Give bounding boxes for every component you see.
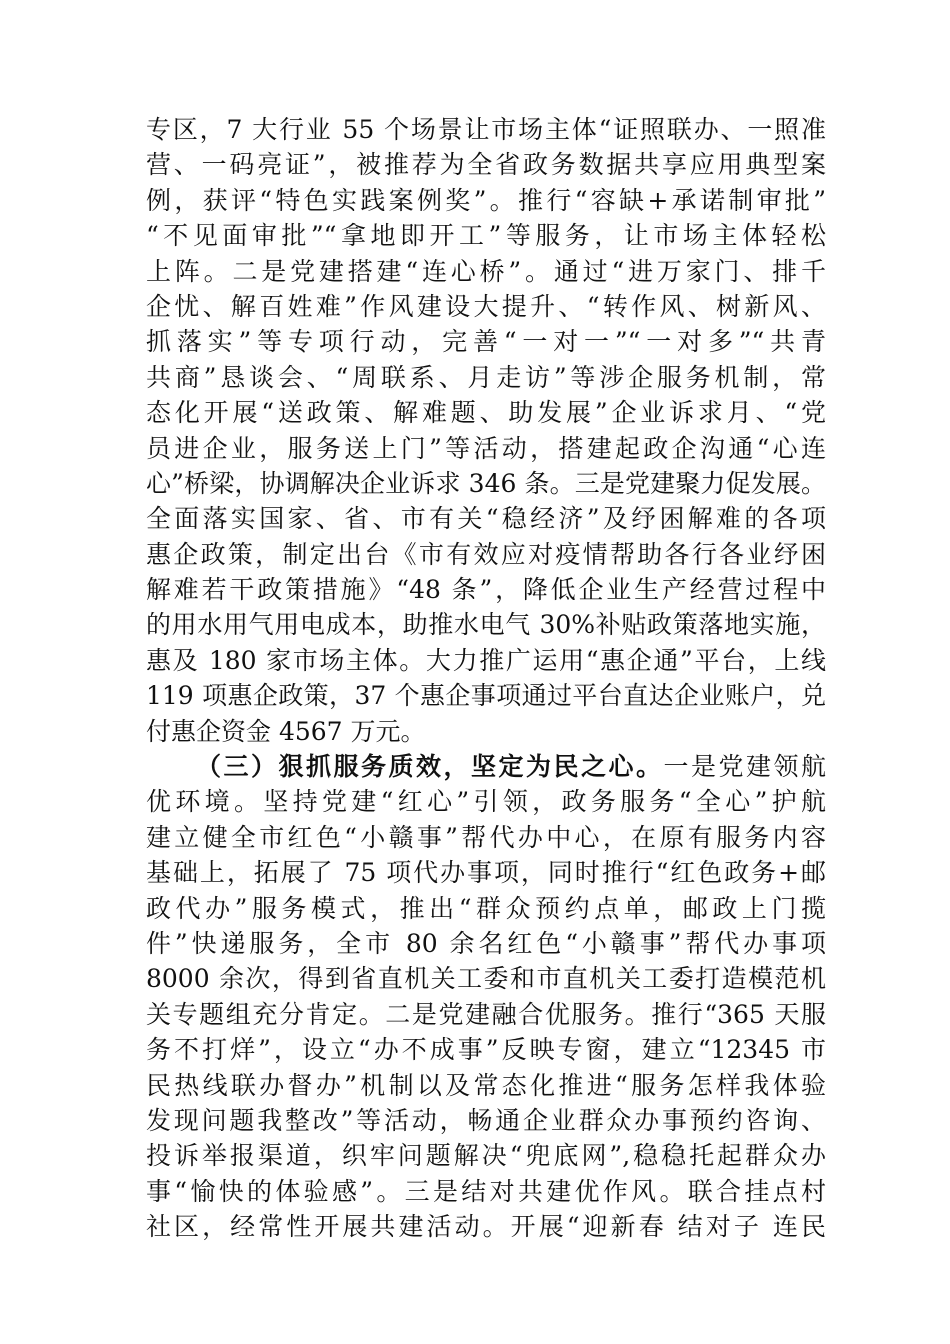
document-body [146,112,826,1245]
paragraph-line: 建立健全市红色“小赣事”帮代办中心，在原有服务内容 [146,822,826,852]
paragraph-line: 心”桥梁，协调解决企业诉求 346 条。三是党建聚力促发展。 [146,468,826,498]
paragraph-line: 事“愉快的体验感”。三是结对共建优作风。联合挂点村 [146,1176,826,1206]
paragraph-line: 8000 余次，得到省直机关工委和市直机关工委打造模范机 [146,964,826,994]
paragraph-line: 例，获评“特色实践案例奖”。推行“容缺+承诺制审批” [146,185,826,215]
paragraph-line: 投诉举报渠道，织牢问题解决“兜底网”,稳稳托起群众办 [146,1141,826,1171]
paragraph-line: 件”快递服务，全市 80 余名红色“小赣事”帮代办事项 [146,928,826,958]
paragraph-line: 态化开展“送政策、解难题、助发展”企业诉求月、“党 [146,398,826,428]
paragraph-line: 发现问题我整改”等活动，畅通企业群众办事预约咨询、 [146,1105,826,1135]
paragraph-line: 解难若干政策措施》“48 条”，降低企业生产经营过程中 [146,575,826,605]
paragraph-line: “不见面审批”“拿地即开工”等服务，让市场主体轻松 [146,221,826,251]
paragraph-line: 惠企政策，制定出台《市有效应对疫情帮助各行各业纾困 [146,539,826,569]
paragraph-line: 119 项惠企政策，37 个惠企事项通过平台直达企业账户，兑 [146,681,826,711]
paragraph-line: 全面落实国家、省、市有关“稳经济”及纾困解难的各项 [146,504,826,534]
paragraph-line: 关专题组充分肯定。二是党建融合优服务。推行“365 天服 [146,999,826,1029]
section-heading-line [146,749,826,784]
paragraph-line: 共商”恳谈会、“周联系、月走访”等涉企服务机制，常 [146,362,826,392]
paragraph-line: 优环境。坚持党建“红心”引领，政务服务“全心”护航 [146,787,826,817]
paragraph-line: 惠及 180 家市场主体。大力推广运用“惠企通”平台，上线 [146,645,826,675]
section-heading-continuation: 一是党建领航 [663,752,826,782]
paragraph-line: 社区，经常性开展共建活动。开展“迎新春 结对子 连民 [146,1212,826,1242]
paragraph-line: 企忧、解百姓难”作风建设大提升、“转作风、树新风、 [146,291,826,321]
paragraph-line: 基础上，拓展了 75 项代办事项，同时推行“红色政务+邮 [146,858,826,888]
paragraph-line: 民热线联办督办”机制以及常态化推进“服务怎样我体验 [146,1070,826,1100]
section-heading: （三）狠抓服务质效，坚定为民之心。 [196,752,664,782]
paragraph-line: 员进企业，服务送上门”等活动，搭建起政企沟通“心连 [146,433,826,463]
paragraph-line: 上阵。二是党建搭建“连心桥”。通过“进万家门、排千 [146,256,826,286]
paragraph-line: 政代办”服务模式，推出“群众预约点单，邮政上门揽 [146,893,826,923]
paragraph-line: 的用水用气用电成本，助推水电气 30%补贴政策落地实施， [146,610,826,640]
paragraph-line: 务不打烊”，设立“办不成事”反映专窗，建立“12345 市 [146,1035,826,1065]
paragraph-line: 抓落实”等专项行动，完善“一对一”“一对多”“共青 [146,327,826,357]
paragraph-line: 专区，7 大行业 55 个场景让市场主体“证照联办、一照准 [146,115,826,144]
paragraph-line: 营、一码亮证”，被推荐为全省政务数据共享应用典型案 [146,150,826,180]
paragraph-line: 付惠企资金 4567 万元。 [146,716,426,746]
